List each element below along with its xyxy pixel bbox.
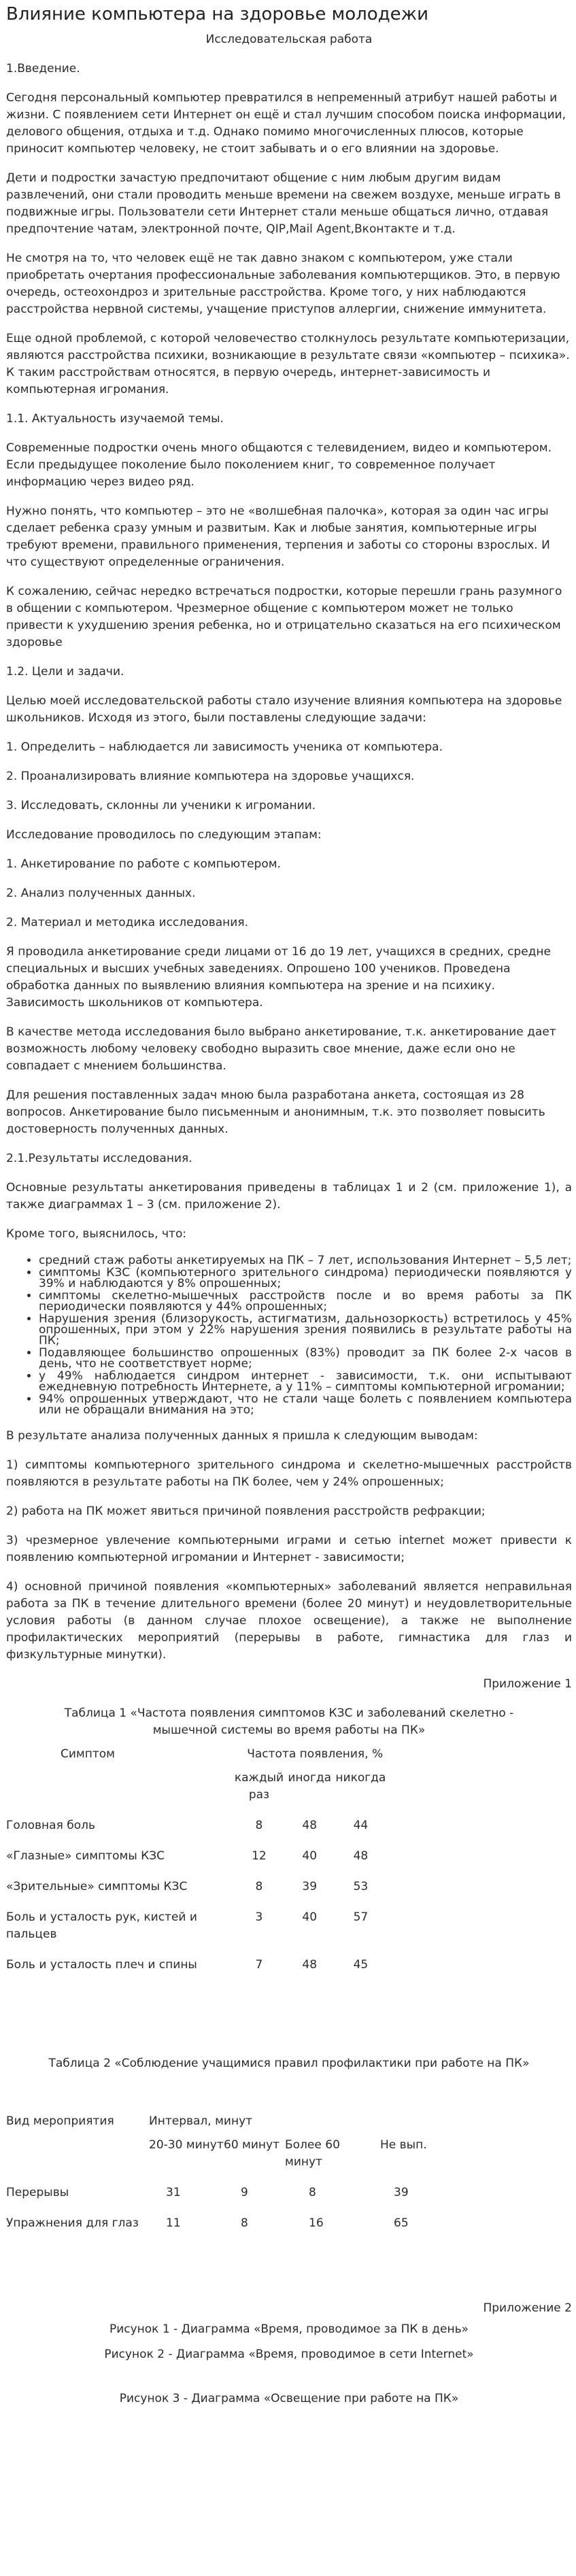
paragraph-2: Дети и подростки зачастую предпочитают общение с ним любым другим видам развлечений, они стали проводить меньше времени на свежем воздухе, меньше играть в подвижные игры. Пользователи сети Интернет стали меньше общаться лично, отдавая предпочтение чатам, электронной почте, QIP,Mail Agent,Вконтакте и т.д. — [6, 171, 561, 236]
table-cell: Упражнения для глаз — [6, 2216, 139, 2230]
figure-3-caption: Рисунок 3 - Диаграмма «Освещение при работе на ПК» — [119, 2392, 459, 2405]
figure-1-caption: Рисунок 1 - Диаграмма «Время, проводимое за ПК в день» — [109, 2322, 469, 2336]
stage-2: 2. Анализ полученных данных. — [6, 887, 196, 900]
table-1 — [6, 1746, 387, 1987]
heading-2-1: 2.1.Результаты исследования. — [6, 1152, 192, 1165]
table-cell: 8 — [255, 1880, 263, 1893]
paragraph-4: Еще одной проблемой, с которой человечество столкнулось результате компьютеризации, являются расстройства психики, возникающие в результате связи «компьютер – психика». К таким расстройствам относятся, в первую очередь, интернет-зависимость и компьютерная игромания. — [6, 332, 570, 396]
conclusion-3: 3) чрезмерное увлечение компьютерными играми и сетью internet может привести к появлению компьютерной игромании и Интернет - зависимости; — [6, 1534, 572, 1564]
paragraph-10: Я проводила анкетирование среди лицами от 16 до 19 лет, учащихся в средних, средне специальных и высших учебных заведениях. Опрошено 100 учеников. Проведена обработка данных по выявлению влияния компьютера на зрение и на психику. Зависимость школьников от компьютера. — [6, 945, 552, 1010]
page-title: Влияние компьютера на здоровье молодежи — [6, 4, 428, 24]
paragraph-9: Исследование проводилось по следующим этапам: — [6, 828, 322, 842]
list-item: • у 49% наблюдается синдром интернет - зависимости, т.к. они испытывают ежедневную потребность Интернете, а у 11% – симптомы компьютерной игромании; — [39, 1371, 572, 1392]
table-2 — [6, 2113, 441, 2246]
list-item: • симптомы скелетно-мышечных расстройств после и во время работы за ПК периодически появляются у 44% опрошенных; — [39, 1290, 572, 1312]
heading-intro: 1.Введение. — [6, 62, 80, 75]
table-cell: 57 — [353, 1910, 369, 1924]
table-cell: Перерывы — [6, 2186, 69, 2199]
table-cell: «Глазные» симптомы КЗС — [6, 1849, 165, 1863]
paragraph-11: В качестве метода исследования было выбрано анкетирование, т.к. анкетирование дает возможность любому человеку свободно выразить свое мнение, даже если оно не совпадает с мнением большинства. — [6, 1025, 556, 1073]
table-row — [6, 1909, 387, 1957]
table-row — [6, 1848, 387, 1878]
table-cell: 65 — [394, 2216, 409, 2230]
paragraph-7: К сожалению, сейчас нередко встречаться подростки, которые перешли грань разумного в общении с компьютером. Чрезмерное общение с компьютером может не только привести к ухудшению зрения ребенка, но и отрицательно сказаться на его психическом здоровье — [6, 585, 562, 649]
table-1-sub-never: никогда — [335, 1771, 386, 1785]
page-subtitle: Исследовательская работа — [205, 33, 373, 46]
table-2-sub: 60 минут — [224, 2138, 279, 2152]
heading-1-1: 1.1. Актуальность изучаемой темы. — [6, 412, 224, 426]
task-3: 3. Исследовать, склонны ли ученики к игромании. — [6, 799, 316, 812]
paragraph-1: Сегодня персональный компьютер превратился в непременный атрибут нашей работы и жизни. С появлением сети Интернет он ещё и стал лучшим способом поиска информации, делового общения, отдыха и т.д. Однако помимо многочисленных плюсов, которые приносит компьютер человеку, не стоит забывать и о его влиянии на здоровье. — [6, 91, 566, 156]
table-cell: 39 — [394, 2186, 409, 2199]
table-header-row — [6, 1746, 387, 1770]
table-cell: 45 — [353, 1958, 369, 1972]
task-1: 1. Определить – наблюдается ли зависимость ученика от компьютера. — [6, 740, 443, 754]
table-cell: 53 — [353, 1880, 369, 1893]
table-cell: 40 — [302, 1849, 318, 1863]
list-item: • Подавляющее большинство опрошенных (83%) проводит за ПК более 2-х часов в день, что не соответствует норме; — [39, 1347, 572, 1369]
appendix-1-label: Приложение 1 — [483, 1677, 572, 1691]
table-cell: Боль и усталость плеч и спины — [6, 1958, 197, 1972]
paragraph-13: Основные результаты анкетирования приведены в таблицах 1 и 2 (см. приложение 1), а также диаграммах 1 – 3 (см. приложение 2). — [6, 1181, 572, 1212]
table-cell: 8 — [309, 2186, 316, 2199]
figure-2-caption: Рисунок 2 - Диаграмма «Время, проводимое в сети Internet» — [104, 2348, 474, 2361]
table-cell: 48 — [302, 1819, 318, 1832]
table-subheader-row — [6, 1770, 387, 1817]
table-cell: 7 — [255, 1958, 263, 1972]
table-cell: 48 — [353, 1849, 369, 1863]
paragraph-12: Для решения поставленных задач мною была разработана анкета, состоящая из 28 вопросов. Анкетирование было письменным и анонимным, т.к. это позволяет повысить достоверность полученных данных. — [6, 1088, 545, 1136]
table-cell: 16 — [309, 2216, 324, 2230]
heading-1-2: 1.2. Цели и задачи. — [6, 665, 124, 679]
table-cell: 9 — [241, 2186, 248, 2199]
stage-3: 2. Материал и методика исследования. — [6, 916, 248, 929]
table-cell: 8 — [255, 1819, 263, 1832]
paragraph-3: Не смотря на то, что человек ещё не так давно знаком с компьютером, уже стали приобретать очертания профессиональные заболевания компьютерщиков. Это, в первую очередь, остеохондроз и зрительные расстройства. Кроме того, у них наблюдаются расстройства нервной системы, учащение приступов аллергии, снижение иммунитета. — [6, 252, 560, 316]
table-cell: Боль и усталость рук, кистей и пальцев — [6, 1910, 197, 1941]
table-2-caption: Таблица 2 «Соблюдение учащимися правил профилактики при работе на ПК» — [48, 2057, 530, 2070]
table-2-sub: Не вып. — [380, 2138, 427, 2152]
table-cell: 3 — [255, 1910, 263, 1924]
table-cell: 39 — [302, 1880, 318, 1893]
conclusion-2: 2) работа на ПК может явиться причиной появления расстройств рефракции; — [6, 1505, 486, 1518]
table-1-caption: Таблица 1 «Частота появления симптомов КЗС и заболеваний скелетно - мышечной системы во время работы на ПК» — [64, 1706, 514, 1737]
paragraph-14: Кроме того, выяснилось, что: — [6, 1227, 187, 1241]
document-page — [0, 4, 576, 2576]
table-row — [6, 1817, 387, 1848]
table-1-sub-always: каждый раз — [234, 1771, 284, 1802]
table-1-col-freq: Частота появления, % — [247, 1747, 384, 1761]
table-cell: 40 — [302, 1910, 318, 1924]
paragraph-8: Целью моей исследовательской работы стало изучение влияния компьютера на здоровье школьников. Исходя из этого, были поставлены следующие задачи: — [6, 694, 562, 725]
table-2-sub: 20-30 минут — [149, 2138, 224, 2152]
table-cell: 31 — [166, 2186, 181, 2199]
table-row — [6, 2215, 441, 2246]
findings-list — [6, 1255, 572, 1415]
appendix-2-label: Приложение 2 — [483, 2301, 572, 2315]
table-row — [6, 1957, 387, 1987]
table-row — [6, 1878, 387, 1909]
table-1-sub-sometimes: иногда — [288, 1771, 332, 1785]
table-cell: Головная боль — [6, 1819, 95, 1832]
list-item: • Нарушения зрения (близорукость, астигматизм, дальнозоркость) встретилось у 45% опрошенных, при этом у 22% нарушения зрения появились в результате работы на ПК; — [39, 1313, 572, 1346]
table-1-col-symptom: Симптом — [61, 1747, 115, 1761]
table-cell: 48 — [302, 1958, 318, 1972]
table-cell: «Зрительные» симптомы КЗС — [6, 1880, 188, 1893]
table-cell: 12 — [252, 1849, 267, 1863]
list-item: • симптомы КЗС (компьютерного зрительного синдрома) периодически появляются у 39% и наблюдаются у 8% опрошенных; — [39, 1267, 572, 1289]
table-2-col-interval: Интервал, минут — [149, 2114, 253, 2128]
table-cell: 44 — [353, 1819, 369, 1832]
table-2-col-kind: Вид мероприятия — [6, 2114, 114, 2128]
paragraph-5: Современные подростки очень много общаются с телевидением, видео и компьютером. Если предыдущее поколение было поколением книг, то современное получает информацию через видео ряд. — [6, 441, 552, 489]
table-cell: 8 — [241, 2216, 248, 2230]
table-row — [6, 2184, 441, 2215]
task-2: 2. Проанализировать влияние компьютера на здоровье учащихся. — [6, 770, 415, 783]
table-2-sub: Более 60 минут — [285, 2138, 340, 2169]
table-header-row — [6, 2113, 441, 2137]
table-cell: 11 — [166, 2216, 181, 2230]
list-item: • средний стаж работы анкетируемых на ПК – 7 лет, использования Интернет – 5,5 лет; — [39, 1255, 572, 1266]
conclusion-1: 1) симптомы компьютерного зрительного синдрома и скелетно-мышечных расстройств появляются в результате работы на ПК более, чем у 24% опрошенных; — [6, 1458, 572, 1489]
stage-1: 1. Анкетирование по работе с компьютером. — [6, 857, 281, 871]
conclusion-4: 4) основной причиной появления «компьютерных» заболеваний является неправильная работа за ПК в течение длительного времени (более 20 минут) и неудовлетворительные условия работы (в данном случае плохое освещение), а также не выполнение профилактических мероприятий (перерывы в работе, гимнастика для глаз и физкультурные минутки). — [6, 1580, 572, 1662]
list-item: • 94% опрошенных утверждают, что не стали чаще болеть с появлением компьютера или не обращали внимания на это; — [39, 1394, 572, 1415]
paragraph-6: Нужно понять, что компьютер – это не «волшебная палочка», которая за один час игры сделает ребенка сразу умным и развитым. Как и любые занятия, компьютерные игры требуют времени, правильного применения, терпения и заботы со стороны взрослых. И что существуют определенные ограничения. — [6, 504, 550, 569]
paragraph-15: В результате анализа полученных данных я пришла к следующим выводам: — [6, 1429, 478, 1443]
table-subheader-row — [6, 2137, 441, 2184]
